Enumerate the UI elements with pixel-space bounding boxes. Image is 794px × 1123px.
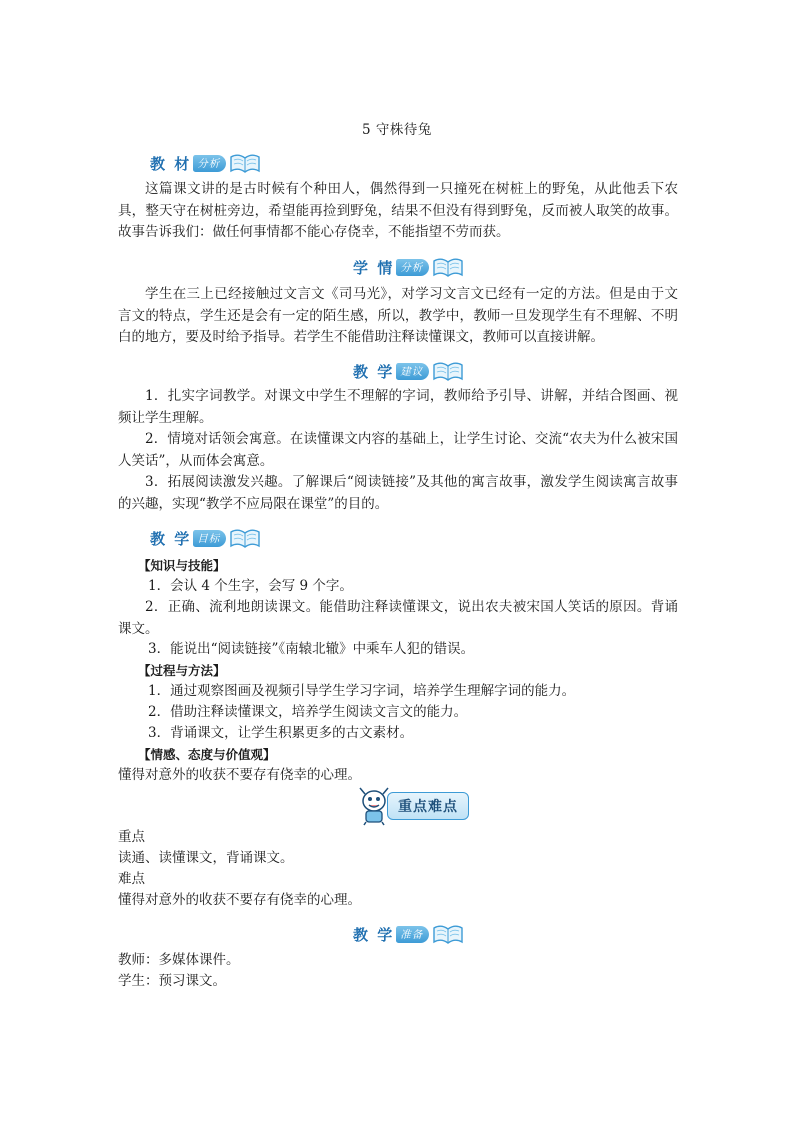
- section-badge-jianyi: [353, 357, 465, 385]
- difficulty-label: 难点: [118, 871, 145, 887]
- section-badge-jiaocai: [150, 149, 262, 177]
- knowledge-item: 3．能说出“阅读链接”《南辕北辙》中乘车人犯的错误。: [148, 641, 475, 657]
- jiaocai-paragraph: 这篇课文讲的是古时候有个种田人，偶然得到一只撞死在树桩上的野兔，从此他丢下农具，整天守在树桩旁边，希望能再捡到野兔，结果不但没有得到野兔，反而被人取笑的故事。故事告诉我们：做任何事情都不能心存侥幸，不能指望不劳而获。: [118, 181, 678, 240]
- badge-tag-text: 分析: [396, 259, 429, 276]
- emotion-text: 懂得对意外的收获不要存有侥幸的心理。: [118, 767, 361, 783]
- teacher-prep: 教师：多媒体课件。: [118, 952, 240, 968]
- xueqing-paragraph: 学生在三上已经接触过文言文《司马光》，对学习文言文已经有一定的方法。但是由于文言文的特点，学生还是会有一定的陌生感，所以，教学中，教师一旦发现学生有不理解、不明白的地方，要及时给予指导。若学生不能借助注释读懂课文，教师可以直接讲解。: [118, 286, 678, 345]
- process-item: 2．借助注释读懂课文，培养学生阅读文言文的能力。: [148, 704, 468, 720]
- key-text: 读通、读懂课文，背诵课文。: [118, 850, 294, 866]
- badge-main-text: 教 学: [150, 529, 192, 548]
- open-book-icon: [431, 922, 465, 946]
- process-heading: 【过程与方法】: [138, 663, 226, 678]
- knowledge-item: 2．正确、流利地朗读课文。能借助注释读懂课文，说出农夫被宋国人笑话的原因。背诵课文。: [118, 599, 678, 637]
- open-book-icon: [431, 359, 465, 383]
- badge-tag-text: 准备: [396, 926, 429, 943]
- banner-label: 重点难点: [387, 792, 469, 820]
- key-points-banner: [357, 786, 469, 826]
- badge-main-text: 学 情: [353, 258, 395, 277]
- process-item: 3．背诵课文，让学生积累更多的古文素材。: [148, 725, 414, 741]
- emotion-heading: 【情感、态度与价值观】: [138, 747, 276, 762]
- jianyi-item: 2．情境对话领会寓意。在读懂课文内容的基础上，让学生讨论、交流“农夫为什么被宋国人笑话”，从而体会寓意。: [118, 431, 678, 469]
- jianyi-item: 1．扎实字词教学。对课文中学生不理解的字词，教师给予引导、讲解，并结合图画、视频让学生理解。: [118, 388, 678, 426]
- badge-tag-text: 建议: [396, 363, 429, 380]
- difficulty-text: 懂得对意外的收获不要存有侥幸的心理。: [118, 892, 361, 908]
- page-title: 5 守株待兔: [362, 122, 432, 138]
- open-book-icon: [228, 151, 262, 175]
- badge-main-text: 教 材: [150, 154, 192, 173]
- section-badge-xueqing: [353, 253, 465, 281]
- badge-tag-text: 分析: [193, 155, 226, 172]
- open-book-icon: [431, 255, 465, 279]
- badge-tag-text: 目标: [193, 530, 226, 547]
- jianyi-item: 3．拓展阅读激发兴趣。了解课后“阅读链接”及其他的寓言故事，激发学生阅读寓言故事的兴趣，实现“教学不应局限在课堂”的目的。: [118, 474, 678, 512]
- open-book-icon: [228, 526, 262, 550]
- section-badge-mubiao: [150, 524, 262, 552]
- knowledge-item: 1．会认 4 个生字，会写 9 个字。: [148, 578, 353, 594]
- section-badge-zhunbei: [353, 920, 465, 948]
- process-item: 1．通过观察图画及视频引导学生学习字词，培养学生理解字词的能力。: [148, 683, 576, 699]
- student-prep: 学生：预习课文。: [118, 973, 226, 989]
- badge-main-text: 教 学: [353, 925, 395, 944]
- badge-main-text: 教 学: [353, 362, 395, 381]
- key-label: 重点: [118, 829, 145, 845]
- knowledge-heading: 【知识与技能】: [138, 558, 226, 573]
